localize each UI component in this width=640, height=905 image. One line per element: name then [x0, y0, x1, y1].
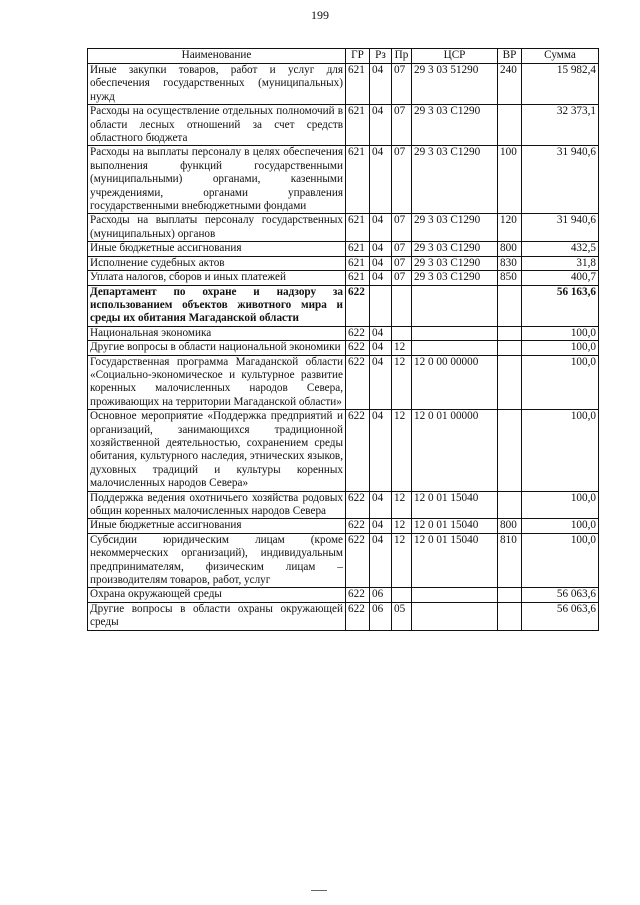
cell-vr — [498, 410, 522, 491]
cell-vr: 100 — [498, 146, 522, 214]
table-row — [88, 533, 599, 588]
header-rz: Рз — [370, 49, 392, 64]
cell-vr: 810 — [498, 533, 522, 588]
cell-rz: 04 — [370, 64, 392, 105]
cell-name: Иные закупки товаров, работ и услуг для обеспечения государственных (муниципальных) нужд — [88, 64, 346, 105]
cell-name: Другие вопросы в области охраны окружающей среды — [88, 602, 346, 630]
cell-gr: 621 — [346, 214, 370, 242]
cell-pr: 07 — [392, 242, 412, 256]
cell-sum: 100,0 — [522, 326, 599, 340]
table-header-row — [88, 49, 599, 64]
cell-pr: 12 — [392, 533, 412, 588]
cell-vr: 850 — [498, 271, 522, 285]
cell-pr: 07 — [392, 271, 412, 285]
cell-csr — [412, 285, 498, 326]
cell-vr: 830 — [498, 256, 522, 270]
cell-pr: 05 — [392, 602, 412, 630]
table-row — [88, 326, 599, 340]
cell-vr: 800 — [498, 242, 522, 256]
cell-vr — [498, 491, 522, 519]
cell-name: Уплата налогов, сборов и иных платежей — [88, 271, 346, 285]
cell-sum: 100,0 — [522, 533, 599, 588]
cell-rz — [370, 285, 392, 326]
cell-name: Другие вопросы в области национальной экономики — [88, 341, 346, 355]
cell-sum: 56 063,6 — [522, 602, 599, 630]
cell-rz: 04 — [370, 271, 392, 285]
table-row — [88, 105, 599, 146]
cell-name: Поддержка ведения охотничьего хозяйства родовых общин коренных малочисленных народов Севера — [88, 491, 346, 519]
cell-gr: 621 — [346, 105, 370, 146]
cell-vr — [498, 326, 522, 340]
header-name: Наименование — [88, 49, 346, 64]
cell-name: Основное мероприятие «Поддержка предприятий и организаций, занимающихся традиционной хозяйственной деятельностью, сохранением среды обитания, культурного наследия, этнических языков, духовных традиций и культуры коренных малочисленных народов Севера» — [88, 410, 346, 491]
footer-mark — [311, 890, 327, 891]
cell-rz: 04 — [370, 519, 392, 533]
table-row — [88, 602, 599, 630]
cell-sum: 31 940,6 — [522, 146, 599, 214]
cell-gr: 621 — [346, 64, 370, 105]
cell-pr: 07 — [392, 146, 412, 214]
cell-csr: 29 3 03 С1290 — [412, 256, 498, 270]
cell-sum: 100,0 — [522, 491, 599, 519]
cell-csr: 29 3 03 С1290 — [412, 242, 498, 256]
cell-csr: 29 3 03 С1290 — [412, 271, 498, 285]
cell-csr: 29 3 03 С1290 — [412, 214, 498, 242]
budget-table — [87, 48, 599, 631]
table-row — [88, 588, 599, 602]
cell-csr: 12 0 01 15040 — [412, 491, 498, 519]
header-sum: Сумма — [522, 49, 599, 64]
cell-gr: 621 — [346, 271, 370, 285]
cell-gr: 621 — [346, 256, 370, 270]
cell-csr — [412, 588, 498, 602]
cell-name: Национальная экономика — [88, 326, 346, 340]
cell-pr: 07 — [392, 256, 412, 270]
table-row — [88, 146, 599, 214]
cell-rz: 04 — [370, 326, 392, 340]
table-row — [88, 491, 599, 519]
cell-pr: 12 — [392, 355, 412, 410]
cell-rz: 04 — [370, 410, 392, 491]
cell-sum: 56 063,6 — [522, 588, 599, 602]
cell-name: Департамент по охране и надзору за использованием объектов животного мира и среды их обитания Магаданской области — [88, 285, 346, 326]
cell-vr: 240 — [498, 64, 522, 105]
cell-gr: 621 — [346, 146, 370, 214]
cell-vr — [498, 588, 522, 602]
cell-sum: 400,7 — [522, 271, 599, 285]
page-number: 199 — [311, 8, 329, 22]
header-pr: Пр — [392, 49, 412, 64]
cell-pr: 12 — [392, 491, 412, 519]
cell-sum: 100,0 — [522, 519, 599, 533]
cell-name: Иные бюджетные ассигнования — [88, 242, 346, 256]
cell-gr: 622 — [346, 355, 370, 410]
cell-rz: 06 — [370, 602, 392, 630]
table-row — [88, 242, 599, 256]
cell-vr — [498, 341, 522, 355]
cell-pr — [392, 285, 412, 326]
cell-csr — [412, 602, 498, 630]
cell-csr: 29 3 03 С1290 — [412, 105, 498, 146]
cell-vr — [498, 105, 522, 146]
cell-csr: 29 3 03 С1290 — [412, 146, 498, 214]
cell-gr: 622 — [346, 341, 370, 355]
cell-name: Субсидии юридическим лицам (кроме некоммерческих организаций), индивидуальным предпринимателям, физическим лицам – производителям товаров, работ, услуг — [88, 533, 346, 588]
cell-rz: 04 — [370, 491, 392, 519]
table-row — [88, 64, 599, 105]
cell-pr: 12 — [392, 410, 412, 491]
table-row — [88, 285, 599, 326]
cell-gr: 622 — [346, 410, 370, 491]
header-csr: ЦСР — [412, 49, 498, 64]
cell-vr: 120 — [498, 214, 522, 242]
cell-gr: 622 — [346, 602, 370, 630]
cell-pr — [392, 326, 412, 340]
cell-sum: 31 940,6 — [522, 214, 599, 242]
cell-pr: 07 — [392, 64, 412, 105]
cell-rz: 04 — [370, 341, 392, 355]
table-row — [88, 410, 599, 491]
cell-vr — [498, 602, 522, 630]
cell-sum: 32 373,1 — [522, 105, 599, 146]
table-body — [88, 64, 599, 631]
cell-sum: 56 163,6 — [522, 285, 599, 326]
cell-pr: 07 — [392, 105, 412, 146]
cell-gr: 622 — [346, 519, 370, 533]
cell-rz: 04 — [370, 533, 392, 588]
cell-name: Расходы на осуществление отдельных полномочий в области лесных отношений за счет средств областного бюджета — [88, 105, 346, 146]
cell-rz: 04 — [370, 256, 392, 270]
cell-rz: 04 — [370, 355, 392, 410]
cell-gr: 622 — [346, 491, 370, 519]
cell-csr: 12 0 01 15040 — [412, 533, 498, 588]
cell-name: Государственная программа Магаданской области «Социально-экономическое и культурное развитие коренных малочисленных народов Севера, проживающих на территории Магаданской области» — [88, 355, 346, 410]
cell-gr: 622 — [346, 533, 370, 588]
header-gr: ГР — [346, 49, 370, 64]
cell-csr — [412, 341, 498, 355]
table-row — [88, 271, 599, 285]
cell-rz: 04 — [370, 214, 392, 242]
cell-pr — [392, 588, 412, 602]
cell-csr: 29 3 03 51290 — [412, 64, 498, 105]
cell-name: Охрана окружающей среды — [88, 588, 346, 602]
cell-pr: 12 — [392, 519, 412, 533]
cell-sum: 15 982,4 — [522, 64, 599, 105]
cell-csr: 12 0 01 15040 — [412, 519, 498, 533]
table-row — [88, 256, 599, 270]
table-row — [88, 519, 599, 533]
cell-csr: 12 0 00 00000 — [412, 355, 498, 410]
cell-csr — [412, 326, 498, 340]
header-vr: ВР — [498, 49, 522, 64]
cell-name: Иные бюджетные ассигнования — [88, 519, 346, 533]
cell-name: Расходы на выплаты персоналу государственных (муниципальных) органов — [88, 214, 346, 242]
cell-vr: 800 — [498, 519, 522, 533]
cell-vr — [498, 355, 522, 410]
cell-name: Исполнение судебных актов — [88, 256, 346, 270]
cell-gr: 621 — [346, 242, 370, 256]
cell-name: Расходы на выплаты персоналу в целях обеспечения выполнения функций государственными (муниципальными) органами, казенными учреждениями, органами управления государственными внебюджетными фондами — [88, 146, 346, 214]
cell-rz: 06 — [370, 588, 392, 602]
cell-pr: 12 — [392, 341, 412, 355]
cell-rz: 04 — [370, 105, 392, 146]
table-row — [88, 341, 599, 355]
table-row — [88, 355, 599, 410]
cell-gr: 622 — [346, 326, 370, 340]
cell-csr: 12 0 01 00000 — [412, 410, 498, 491]
cell-vr — [498, 285, 522, 326]
cell-rz: 04 — [370, 242, 392, 256]
cell-sum: 432,5 — [522, 242, 599, 256]
cell-sum: 31,8 — [522, 256, 599, 270]
cell-sum: 100,0 — [522, 410, 599, 491]
cell-sum: 100,0 — [522, 355, 599, 410]
cell-sum: 100,0 — [522, 341, 599, 355]
cell-gr: 622 — [346, 285, 370, 326]
table-row — [88, 214, 599, 242]
cell-rz: 04 — [370, 146, 392, 214]
cell-pr: 07 — [392, 214, 412, 242]
cell-gr: 622 — [346, 588, 370, 602]
